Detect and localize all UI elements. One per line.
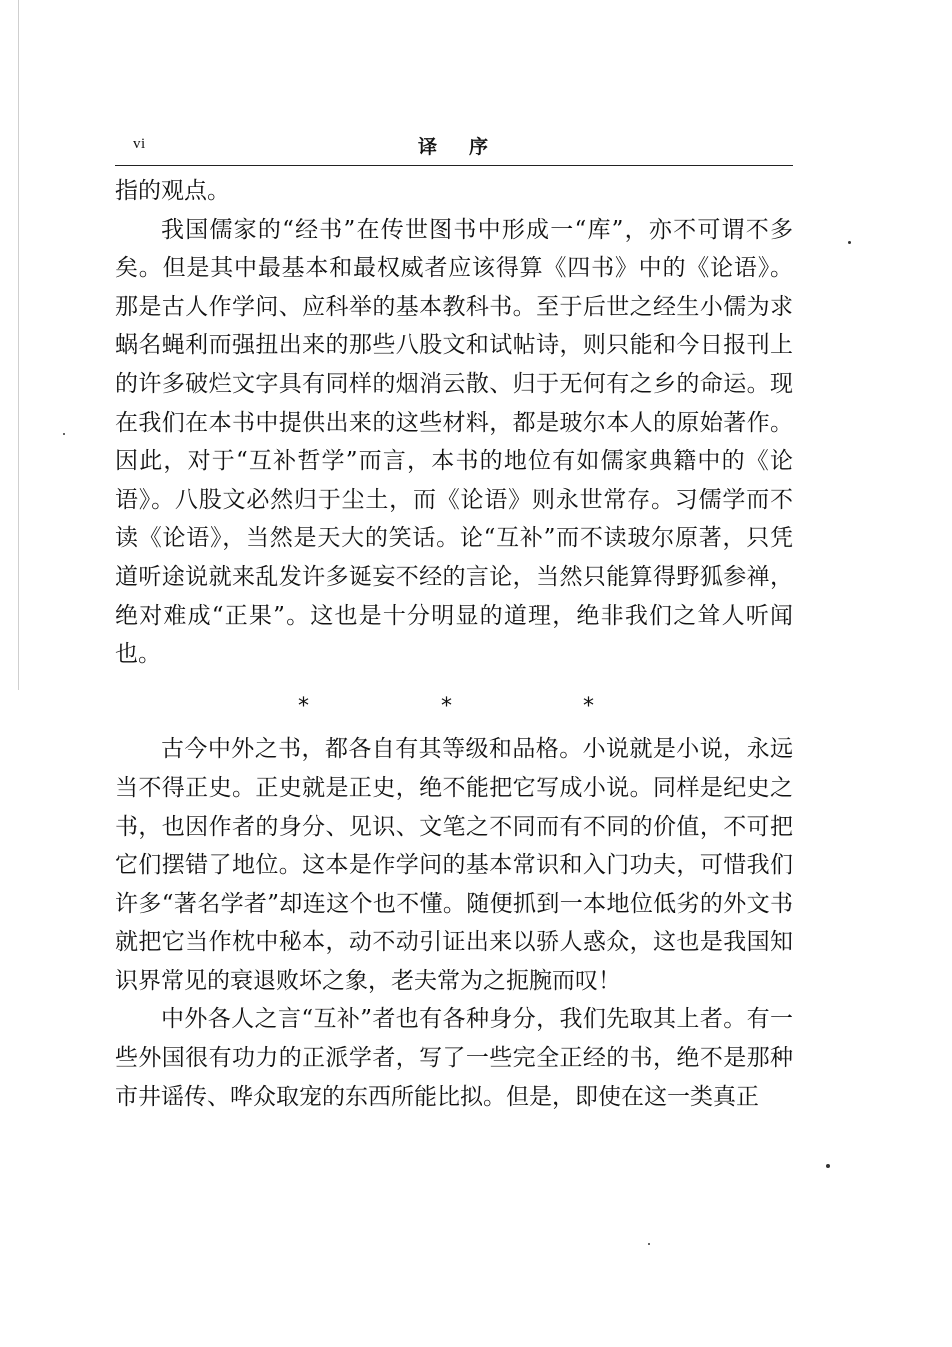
- paragraph: 我国儒家的“经书”在传世图书中形成一“库”，亦不可谓不多矣。但是其中最基本和最权威者应该得算《四书》中的《论语》。那是古人作学问、应科举的基本教科书。至于后世之经生小儒为求蜗名蝇利而强扭出来的那些八股文和试帖诗，则只能和今日报刊上的许多破烂文字具有同样的烟消云散、归于无何有之乡的命运。现在我们在本书中提供出来的这些材料，都是玻尔本人的原始著作。因此，对于“互补哲学”而言，本书的地位有如儒家典籍中的《论语》。八股文必然归于尘土，而《论语》则永世常存。习儒学而不读《论语》，当然是天大的笑话。论“互补”而不读玻尔原著，只凭道听途说就来乱发许多诞妄不经的言论，当然只能算得野狐参禅，绝对难成“正果”。这也是十分明显的道理，绝非我们之耸人听闻也。: [115, 216, 793, 668]
- separator-asterisk: *: [583, 693, 594, 719]
- scan-edge-line: [18, 0, 19, 690]
- scan-speck: [63, 433, 65, 435]
- paragraph-continuation: 指的观点。: [115, 178, 230, 204]
- body-text: [115, 172, 793, 1116]
- paragraph: 中外各人之言“互补”者也有各种身分，我们先取其上者。有一些外国很有功力的正派学者，写了一些完全正经的书，绝不是那种市井谣传、哗众取宠的东西所能比拟。但是，即使在这一类真正: [115, 1006, 793, 1110]
- separator-asterisk: *: [441, 693, 452, 719]
- section-separator: [115, 684, 793, 723]
- page-number: vi: [133, 136, 146, 152]
- scan-speck: [848, 241, 851, 244]
- scan-speck: [826, 1164, 830, 1168]
- running-head: [115, 132, 793, 164]
- header-rule: [115, 165, 793, 166]
- scan-speck: [648, 1243, 650, 1245]
- section-title: 译序: [418, 136, 521, 158]
- separator-asterisk: *: [298, 693, 309, 719]
- paragraph: 古今中外之书，都各自有其等级和品格。小说就是小说，永远当不得正史。正史就是正史，绝不能把它写成小说。同样是纪史之书，也因作者的身分、见识、文笔之不同而有不同的价值，不可把它们摆错了地位。这本是作学问的基本常识和入门功夫，可惜我们许多“著名学者”却连这个也不懂。随便抓到一本地位低劣的外文书就把它当作枕中秘本，动不动引证出来以骄人惑众，这也是我国知识界常见的衰退败坏之象，老夫常为之扼腕而叹！: [115, 736, 793, 994]
